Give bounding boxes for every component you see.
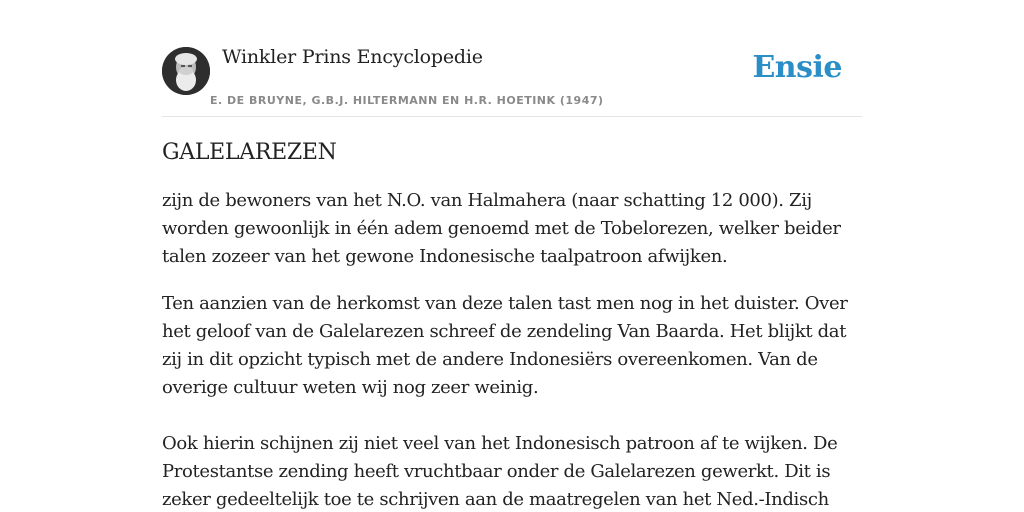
author-portrait-icon: [162, 47, 210, 95]
source-title[interactable]: Winkler Prins Encyclopedie: [222, 46, 483, 68]
author-avatar: [162, 47, 210, 95]
article-paragraph: Ook hierin schijnen zij niet veel van het Indonesisch patroon af te wijken. De Protestantse zending heeft vruchtbaar onder de Galelarezen gewerkt. Dit is zeker gedeeltelijk toe te schrijven aan de maatregelen van het Ned.-Indisch: [162, 433, 838, 510]
source-header: [162, 44, 862, 117]
article-paragraph: Ten aanzien van de herkomst van deze talen tast men nog in het duister. Over het geloof van de Galelarezen schreef de zendeling Van Baarda. Het blijkt dat zij in dit opzicht typisch met de andere Indonesiërs overeenkomen. Van de overige cultuur weten wij nog zeer weinig.: [162, 293, 848, 398]
article-title: GALELAREZEN: [162, 140, 337, 165]
brand-logo-link[interactable]: Ensie: [752, 50, 842, 85]
source-authors: E. DE BRUYNE, G.B.J. HILTERMANN EN H.R. HOETINK (1947): [210, 94, 604, 107]
article: [162, 140, 862, 512]
article-paragraph: zijn de bewoners van het N.O. van Halmahera (naar schatting 12 000). Zij worden gewoonlijk in één adem genoemd met de Tobelorezen, welker beider talen zozeer van het gewone Indonesische taalpatroon afwijken.: [162, 190, 841, 267]
paragraph-gap: [162, 402, 862, 430]
